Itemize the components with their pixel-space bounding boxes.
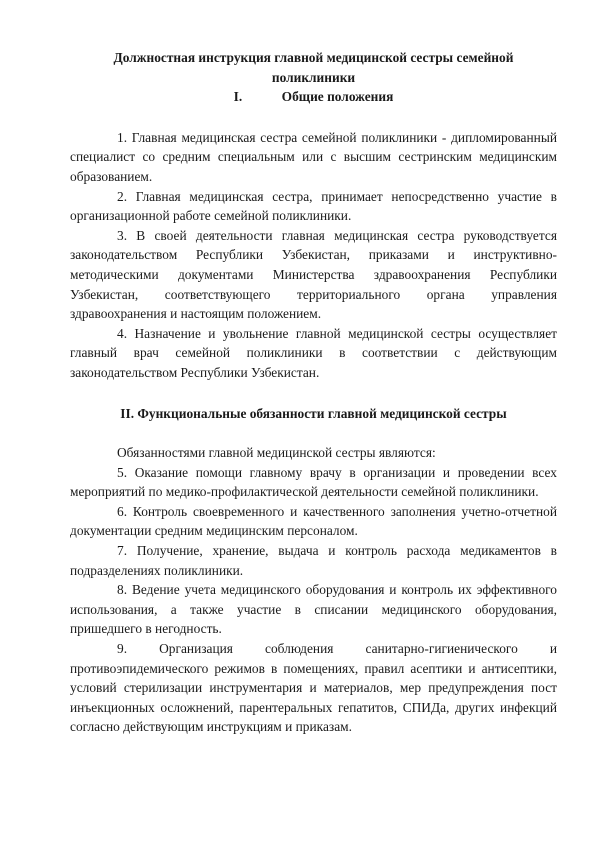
section-1-heading — [70, 87, 557, 107]
section-2-intro: Обязанностями главной медицинской сестры являются: — [117, 445, 436, 461]
paragraph-9: 9. Организация соблюдения санитарно-гигиенического и противоэпидемического режимов в помещениях, правил асептики и антисептики, условий стерилизации инструментария и материалов, мер предупреждения пост инъекционных осложнений, парентеральных гепатитов, СПИДа, других инфекций согласно действующим инструкциям и приказам. — [70, 641, 557, 735]
paragraph-1: 1. Главная медицинская сестра семейной поликлиники - дипломированный специалист со средним специальным или с высшим сестринским медицинским образованием. — [70, 129, 557, 184]
paragraph-3: 3. В своей деятельности главная медицинская сестра руководствуется законодательством Республики Узбекистан, приказами и инструктивно-методическими документами Министерства здравоохранения Республики Узбекистан, соответствующего территориального органа управления здравоохранения и настоящим положением. — [70, 227, 557, 322]
paragraph-6: 6. Контроль своевременного и качественного заполнения учетно-отчетной документации средним медицинским персоналом. — [70, 503, 557, 539]
paragraph-7: 7. Получение, хранение, выдача и контроль расхода медикаментов в подразделениях поликлиники. — [70, 543, 557, 578]
section-1-title: Общие положения — [281, 89, 394, 105]
paragraph-8: 8. Ведение учета медицинского оборудования и контроль их эффективного использования, а также участие в списании медицинского оборудования, пришедшего в негодность. — [70, 582, 557, 637]
section-2-heading: II. Функциональные обязанности главной медицинской сестры — [120, 405, 507, 421]
paragraph-4: 4. Назначение и увольнение главной медицинской сестры осуществляет главный врач семейной поликлиники в соответствии с действующим законодательством Республики Узбекистан. — [70, 325, 557, 380]
paragraph-2: 2. Главная медицинская сестра, принимает непосредственно участие в организационной работе семейной поликлиники. — [70, 188, 557, 224]
document-page — [70, 48, 557, 737]
document-title: Должностная инструкция главной медицинской сестры семейной поликлиники — [113, 50, 514, 85]
paragraph-5: 5. Оказание помощи главному врачу в организации и проведении всех мероприятий по медико-профилактической деятельности семейной поликлиники. — [70, 464, 557, 500]
section-1-number: I. — [233, 89, 243, 105]
